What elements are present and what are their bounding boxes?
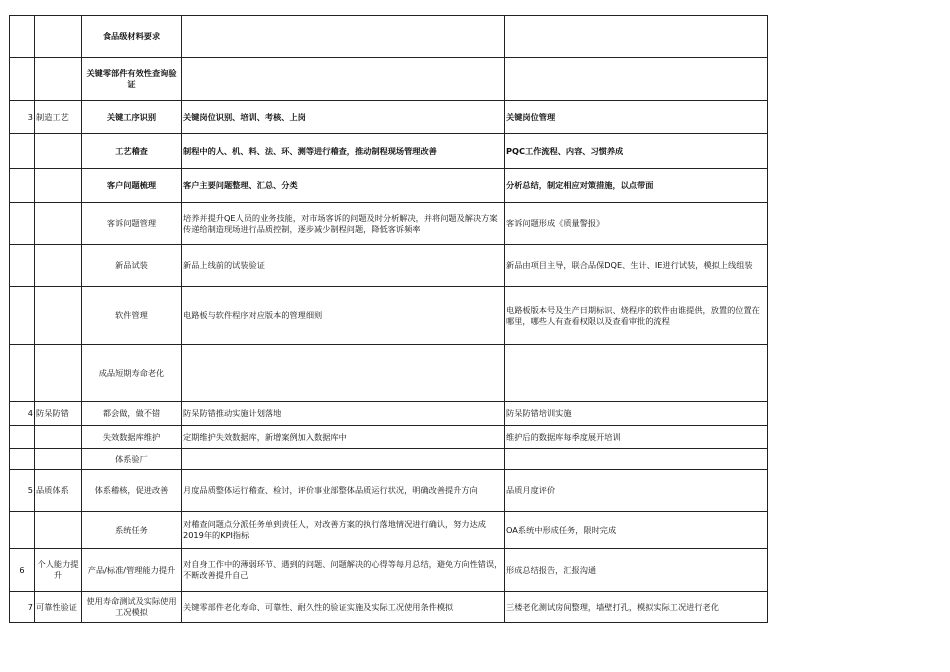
item-cell[interactable]: 关键零部件有效性查询验证 bbox=[82, 58, 182, 101]
description-cell[interactable] bbox=[182, 58, 505, 101]
table-row bbox=[10, 101, 768, 134]
table-row bbox=[10, 345, 768, 402]
category-cell[interactable] bbox=[35, 449, 82, 470]
item-cell[interactable]: 失效数据库维护 bbox=[82, 426, 182, 449]
goal-cell[interactable] bbox=[505, 16, 768, 58]
category-cell[interactable]: 品质体系 bbox=[35, 470, 82, 512]
row-number-cell[interactable] bbox=[10, 58, 35, 101]
description-cell[interactable]: 对稽查问题点分派任务单到责任人，对改善方案的执行落地情况进行确认，努力达成2019年的KPI指标 bbox=[182, 512, 505, 549]
category-cell[interactable] bbox=[35, 169, 82, 203]
table-row bbox=[10, 16, 768, 58]
description-cell[interactable] bbox=[182, 16, 505, 58]
category-cell[interactable] bbox=[35, 245, 82, 287]
goal-cell[interactable]: OA系统中形成任务，限时完成 bbox=[505, 512, 768, 549]
table-row bbox=[10, 134, 768, 169]
table-row bbox=[10, 426, 768, 449]
item-cell[interactable]: 体系验厂 bbox=[82, 449, 182, 470]
item-cell[interactable]: 体系稽核，促进改善 bbox=[82, 470, 182, 512]
item-cell[interactable]: 新品试装 bbox=[82, 245, 182, 287]
row-number-cell[interactable] bbox=[10, 245, 35, 287]
table-body bbox=[10, 16, 768, 623]
goal-cell[interactable]: 客诉问题形成《质量警报》 bbox=[505, 203, 768, 245]
category-cell[interactable]: 可靠性验证 bbox=[35, 592, 82, 623]
table-row bbox=[10, 402, 768, 426]
row-number-cell[interactable] bbox=[10, 345, 35, 402]
category-cell[interactable] bbox=[35, 58, 82, 101]
description-cell[interactable]: 防呆防错推动实施计划落地 bbox=[182, 402, 505, 426]
row-number-cell[interactable]: 7 bbox=[10, 592, 35, 623]
category-cell[interactable] bbox=[35, 287, 82, 345]
row-number-cell[interactable]: 3 bbox=[10, 101, 35, 134]
table-row bbox=[10, 449, 768, 470]
category-cell[interactable] bbox=[35, 134, 82, 169]
goal-cell[interactable]: 三楼老化测试房间整理，墙壁打孔，模拟实际工况进行老化 bbox=[505, 592, 768, 623]
category-cell[interactable] bbox=[35, 426, 82, 449]
table-row bbox=[10, 58, 768, 101]
description-cell[interactable]: 制程中的人、机、料、法、环、测等进行稽查，推动制程现场管理改善 bbox=[182, 134, 505, 169]
row-number-cell[interactable] bbox=[10, 449, 35, 470]
goal-cell[interactable]: PQC工作流程、内容、习惯养成 bbox=[505, 134, 768, 169]
item-cell[interactable]: 都会做，做不错 bbox=[82, 402, 182, 426]
row-number-cell[interactable] bbox=[10, 426, 35, 449]
category-cell[interactable] bbox=[35, 203, 82, 245]
row-number-cell[interactable] bbox=[10, 134, 35, 169]
category-cell[interactable] bbox=[35, 16, 82, 58]
description-cell[interactable] bbox=[182, 345, 505, 402]
table-row bbox=[10, 549, 768, 592]
goal-cell[interactable]: 新品由项目主导，联合品保DQE、生计、IE进行试装，模拟上线组装 bbox=[505, 245, 768, 287]
table-row bbox=[10, 592, 768, 623]
category-cell[interactable] bbox=[35, 345, 82, 402]
item-cell[interactable]: 成品短期寿命老化 bbox=[82, 345, 182, 402]
description-cell[interactable]: 培养并提升QE人员的业务技能，对市场客诉的问题及时分析解决，并将问题及解决方案传递给制造现场进行品质控制，逐步减少制程问题，降低客诉频率 bbox=[182, 203, 505, 245]
description-cell[interactable]: 定期维护失效数据库，新增案例加入数据库中 bbox=[182, 426, 505, 449]
table-row bbox=[10, 169, 768, 203]
goal-cell[interactable]: 形成总结报告，汇报沟通 bbox=[505, 549, 768, 592]
row-number-cell[interactable]: 6 bbox=[10, 549, 35, 592]
category-cell[interactable]: 防呆防错 bbox=[35, 402, 82, 426]
description-cell[interactable]: 对自身工作中的薄弱环节、遇到的问题、问题解决的心得等每月总结，避免方向性错误，不断改善提升自己 bbox=[182, 549, 505, 592]
goal-cell[interactable]: 维护后的数据库每季度展开培训 bbox=[505, 426, 768, 449]
description-cell[interactable] bbox=[182, 449, 505, 470]
row-number-cell[interactable]: 4 bbox=[10, 402, 35, 426]
category-cell[interactable]: 个人能力提升 bbox=[35, 549, 82, 592]
table-row bbox=[10, 470, 768, 512]
row-number-cell[interactable] bbox=[10, 512, 35, 549]
description-cell[interactable]: 关键岗位识别、培训、考核、上岗 bbox=[182, 101, 505, 134]
description-cell[interactable]: 电路板与软件程序对应版本的管理细则 bbox=[182, 287, 505, 345]
category-cell[interactable] bbox=[35, 512, 82, 549]
item-cell[interactable]: 产品/标准/管理能力提升 bbox=[82, 549, 182, 592]
row-number-cell[interactable] bbox=[10, 169, 35, 203]
item-cell[interactable]: 客诉问题管理 bbox=[82, 203, 182, 245]
goal-cell[interactable]: 电路板版本号及生产日期标识、烧程序的软件由谁提供，放置的位置在哪里，哪些人有查看权限以及查看审批的流程 bbox=[505, 287, 768, 345]
table-row bbox=[10, 245, 768, 287]
item-cell[interactable]: 关键工序识别 bbox=[82, 101, 182, 134]
goal-cell[interactable]: 防呆防错培训实施 bbox=[505, 402, 768, 426]
goal-cell[interactable] bbox=[505, 449, 768, 470]
item-cell[interactable]: 使用寿命测试及实际使用工况模拟 bbox=[82, 592, 182, 623]
item-cell[interactable]: 工艺稽查 bbox=[82, 134, 182, 169]
goal-cell[interactable] bbox=[505, 58, 768, 101]
item-cell[interactable]: 系统任务 bbox=[82, 512, 182, 549]
table-row bbox=[10, 287, 768, 345]
description-cell[interactable]: 新品上线前的试装验证 bbox=[182, 245, 505, 287]
description-cell[interactable]: 月度品质整体运行稽查、检讨，评价事业部整体品质运行状况，明确改善提升方向 bbox=[182, 470, 505, 512]
row-number-cell[interactable] bbox=[10, 16, 35, 58]
table-row bbox=[10, 512, 768, 549]
item-cell[interactable]: 客户问题梳理 bbox=[82, 169, 182, 203]
table-row bbox=[10, 203, 768, 245]
item-cell[interactable]: 软件管理 bbox=[82, 287, 182, 345]
description-cell[interactable]: 关键零部件老化寿命、可靠性、耐久性的验证实施及实际工况使用条件模拟 bbox=[182, 592, 505, 623]
row-number-cell[interactable] bbox=[10, 287, 35, 345]
row-number-cell[interactable]: 5 bbox=[10, 470, 35, 512]
category-cell[interactable]: 制造工艺 bbox=[35, 101, 82, 134]
goal-cell[interactable] bbox=[505, 345, 768, 402]
goal-cell[interactable]: 品质月度评价 bbox=[505, 470, 768, 512]
goal-cell[interactable]: 分析总结，制定相应对策措施，以点带面 bbox=[505, 169, 768, 203]
item-cell[interactable]: 食品级材料要求 bbox=[82, 16, 182, 58]
row-number-cell[interactable] bbox=[10, 203, 35, 245]
goal-cell[interactable]: 关键岗位管理 bbox=[505, 101, 768, 134]
description-cell[interactable]: 客户主要问题整理、汇总、分类 bbox=[182, 169, 505, 203]
spreadsheet-table bbox=[9, 15, 768, 623]
